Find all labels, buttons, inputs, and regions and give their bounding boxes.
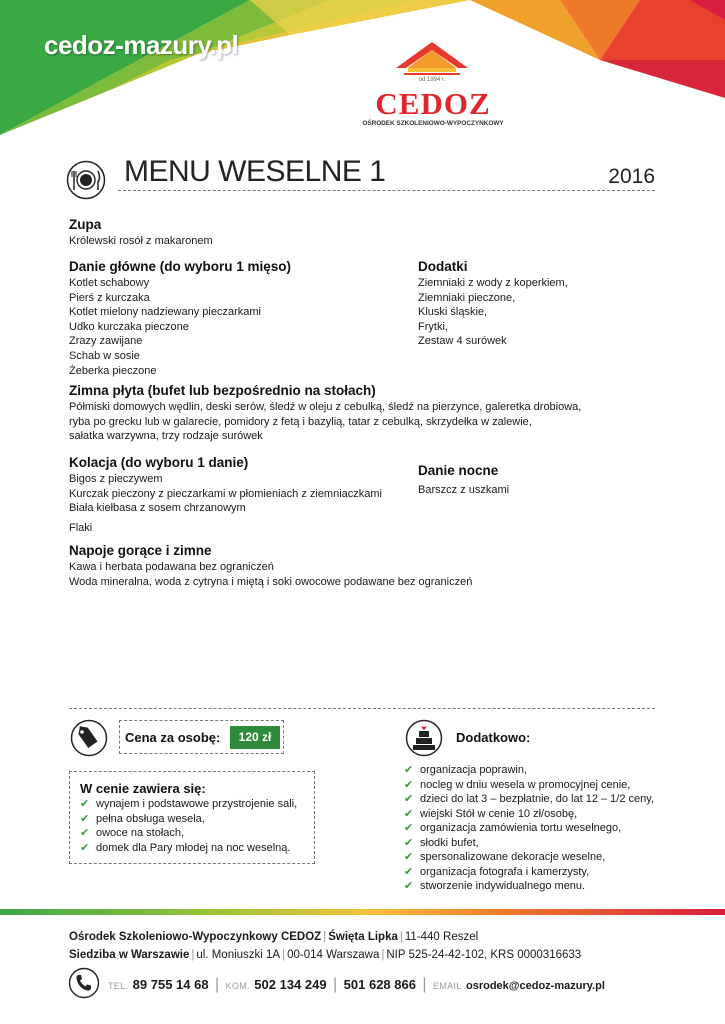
- checkmark-icon: ✔: [404, 865, 414, 878]
- list-item-label: organizacja zamówienia tortu weselnego,: [420, 822, 622, 834]
- list-item: [80, 812, 314, 827]
- list-item: [404, 850, 654, 865]
- menu-item: Kotlet mielony nadziewany pieczarkami: [69, 306, 261, 319]
- phone-icon: [68, 967, 100, 999]
- mobile-number-2[interactable]: 501 628 866: [343, 977, 416, 992]
- menu-item: Schab w sosie: [69, 349, 140, 362]
- email-label: EMAIL: [433, 981, 462, 991]
- list-item: [80, 826, 314, 841]
- included-heading: W cenie zawiera się:: [80, 781, 206, 796]
- price-box: [119, 720, 284, 754]
- included-list: [80, 797, 314, 855]
- menu-item: Kurczak pieczony z pieczarkami w płomieniach z ziemniaczkami: [69, 487, 383, 500]
- list-item: [404, 836, 654, 851]
- section-heading: Kolacja (do wyboru 1 danie): [69, 455, 249, 470]
- footer-hq-label: Siedziba w Warszawie: [69, 949, 190, 961]
- section-heading: Zimna płyta (bufet lub bezpośrednio na stołach): [69, 383, 376, 398]
- list-item: [404, 879, 654, 894]
- list-item-label: organizacja poprawin,: [420, 764, 528, 776]
- footer-hq-street: ul. Moniuszki 1A: [196, 949, 281, 961]
- section-dinner: [69, 455, 382, 535]
- plate-cutlery-icon: [66, 160, 106, 200]
- list-item: [80, 841, 314, 856]
- menu-item: Żeberka pieczone: [69, 364, 157, 377]
- menu-item: Kotlet schabowy: [69, 277, 150, 289]
- checkmark-icon: ✔: [404, 807, 414, 820]
- contact-row: TEL. 89 755 14 68 | KOM. 502 134 249 | 501 628 866 | EMAIL osrodek@cedoz-mazury.pl: [108, 976, 605, 993]
- logo-tagline: OŚRODEK SZKOLENIOWO-WYPOCZYNKOWY: [362, 120, 504, 127]
- menu-item: Bigos z pieczywem: [69, 473, 163, 485]
- section-heading: Zupa: [69, 217, 102, 232]
- section-heading: Danie nocne: [418, 463, 499, 478]
- logo-since: od 1994 r.: [418, 77, 446, 83]
- price-value-badge: 120 zł: [230, 726, 280, 749]
- menu-item: Barszcz z uszkami: [418, 484, 510, 496]
- cedoz-roof-logo-icon: [394, 38, 470, 82]
- email-link[interactable]: osrodek@cedoz-mazury.pl: [465, 980, 605, 992]
- list-item: [80, 797, 314, 812]
- menu-item: Zestaw 4 surówek: [418, 335, 507, 348]
- menu-item: Udko kurczaka pieczone: [69, 320, 189, 333]
- checkmark-icon: ✔: [80, 798, 90, 810]
- section-divider: [69, 708, 655, 709]
- wedding-cake-icon: [405, 719, 443, 757]
- menu-item: Pierś z kurczaka: [69, 291, 150, 304]
- menu-item: Ziemniaki pieczone,: [418, 291, 516, 304]
- extras-list: [404, 763, 654, 894]
- footer-org: Ośrodek Szkoleniowo-Wypoczynkowy CEDOZ: [69, 931, 322, 943]
- footer-hq-city: 00-014 Warszawa: [287, 949, 380, 961]
- section-heading: Dodatki: [418, 259, 468, 274]
- menu-year: 2016: [608, 165, 655, 188]
- list-item-label: wiejski Stół w cenie 10 zł/osobę,: [420, 807, 578, 820]
- list-item-label: organizacja fotografa i kamerzysty,: [420, 865, 590, 878]
- section-night-dish: [418, 463, 509, 498]
- price-label: Cena za osobę:: [125, 730, 221, 745]
- section-heading: Danie główne (do wyboru 1 mięso): [69, 259, 292, 274]
- list-item-label: owoce na stołach,: [96, 827, 185, 839]
- section-soup: [69, 217, 213, 249]
- list-item: [404, 778, 654, 793]
- mobile-number-1[interactable]: 502 134 249: [254, 977, 327, 992]
- list-item-label: wynajem i podstawowe przystrojenie sali,: [96, 798, 298, 810]
- section-sides: [418, 259, 568, 349]
- menu-item: Zrazy zawijane: [69, 335, 143, 348]
- phone-number[interactable]: 89 755 14 68: [132, 977, 209, 992]
- menu-item: Flaki: [69, 521, 93, 534]
- footer-place: Święta Lipka: [328, 931, 398, 943]
- mobile-label: KOM.: [225, 981, 250, 991]
- extras-heading: Dodatkowo:: [456, 730, 531, 745]
- checkmark-icon: ✔: [404, 778, 414, 791]
- checkmark-icon: ✔: [80, 812, 90, 825]
- page-title: MENU WESELNE 1: [124, 155, 386, 188]
- menu-item: Kawa i herbata podawana bez ograniczeń: [69, 561, 274, 573]
- logo-brand: CEDOZ: [375, 86, 491, 121]
- checkmark-icon: ✔: [404, 851, 414, 863]
- list-item: [404, 792, 654, 807]
- tel-label: TEL.: [108, 981, 129, 991]
- menu-item: Kluski śląskie,: [418, 306, 488, 319]
- list-item: [404, 821, 654, 836]
- checkmark-icon: ✔: [404, 836, 414, 849]
- menu-text-line: Półmiski domowych wędlin, deski serów, śledź w oleju z cebulką, śledź na pierzynce, galeretka drobiowa,: [69, 401, 582, 413]
- menu-item: Woda mineralna, woda z cytryna i miętą i soki owocowe podawane bez ograniczeń: [69, 575, 473, 588]
- checkmark-icon: ✔: [404, 822, 414, 834]
- menu-text-line: ryba po grecku lub w galarecie, pomidory z fetą i bazylią, tatar z cebulką, skrzydełka w zalewie,: [69, 415, 532, 428]
- menu-item: Biała kiełbasa z sosem chrzanowym: [69, 502, 246, 515]
- list-item-label: pełna obsługa wesela,: [96, 812, 205, 825]
- list-item-label: domek dla Pary młodej na noc weselną.: [96, 841, 291, 854]
- list-item-label: spersonalizowane dekoracje weselne,: [420, 851, 606, 863]
- list-item: [404, 763, 654, 778]
- footer-address-line: Ośrodek Szkoleniowo-Wypoczynkowy CEDOZ | Święta Lipka | 11-440 Reszel: [69, 931, 479, 943]
- footer-color-band: [0, 909, 725, 915]
- footer-postal: 11-440 Reszel: [404, 931, 479, 943]
- footer-hq-ids: NIP 525-24-42-102, KRS 0000316633: [386, 949, 582, 961]
- title-divider: [118, 190, 655, 191]
- list-item: [404, 865, 654, 880]
- section-cold-buffet: [69, 383, 629, 444]
- footer-hq-line: Siedziba w Warszawie | ul. Moniuszki 1A | 00-014 Warszawa | NIP 525-24-42-102, KRS 0000316633: [69, 949, 582, 961]
- list-item-label: słodki bufet,: [420, 836, 479, 849]
- section-main-course: [69, 259, 291, 378]
- section-drinks: [69, 543, 472, 589]
- checkmark-icon: ✔: [80, 827, 90, 839]
- checkmark-icon: ✔: [80, 841, 90, 854]
- price-tag-icon: [70, 719, 108, 757]
- menu-item: Frytki,: [418, 320, 448, 333]
- menu-item: Ziemniaki z wody z koperkiem,: [418, 277, 568, 289]
- list-item: [404, 807, 654, 822]
- site-url[interactable]: cedoz-mazury.pl: [44, 30, 239, 60]
- menu-item: Królewski rosół z makaronem: [69, 235, 213, 247]
- checkmark-icon: ✔: [404, 764, 414, 776]
- section-heading: Napoje gorące i zimne: [69, 543, 212, 558]
- included-box: [69, 771, 315, 864]
- list-item-label: nocleg w dniu wesela w promocyjnej cenie,: [420, 778, 631, 791]
- checkmark-icon: ✔: [404, 880, 414, 892]
- checkmark-icon: ✔: [404, 793, 414, 805]
- menu-text-line: sałatka warzywna, trzy rodzaje surówek: [69, 430, 263, 443]
- list-item-label: dzieci do lat 3 – bezpłatnie, do lat 12 – 1/2 ceny,: [420, 793, 655, 805]
- list-item-label: stworzenie indywidualnego menu.: [420, 880, 586, 892]
